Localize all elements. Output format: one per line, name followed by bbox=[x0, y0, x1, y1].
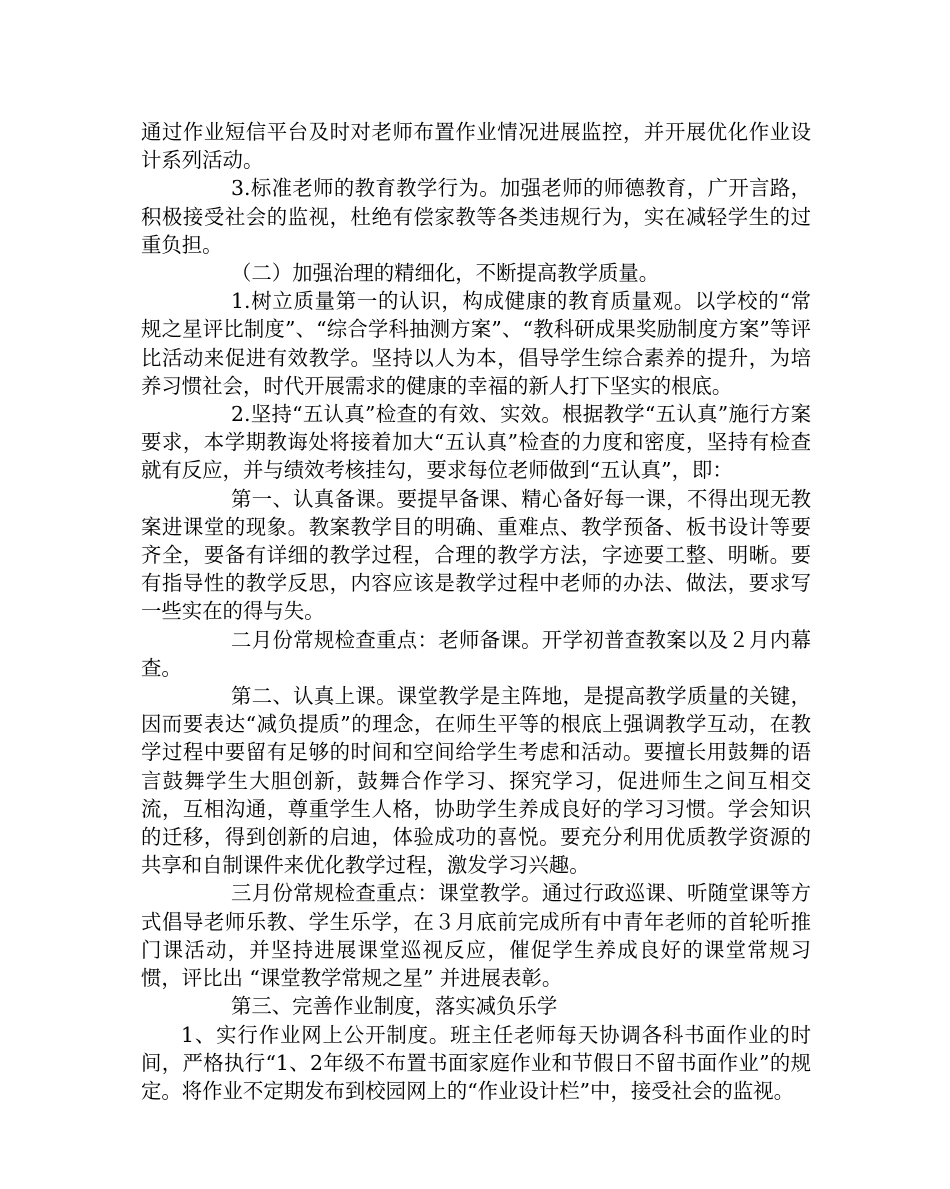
paragraph-10: 第三、完善作业制度，落实减负乐学 bbox=[231, 994, 558, 1019]
paragraph-7: 二月份常规检查重点：老师备课。开学初普查教案以及２月内幕查。 bbox=[141, 627, 811, 680]
document-page bbox=[141, 118, 811, 1105]
paragraph-5: 2.坚持“五认真”检查的有效、实效。根据教学“五认真”施行方案要求，本学期教诲处将接着加大“五认真”检查的力度和密度，坚持有检查就有反应，并与绩效考核挂勾，要求每位老师做到“五认真”，即： bbox=[141, 402, 811, 483]
paragraph-8: 第二、认真上课。课堂教学是主阵地，是提高教学质量的关键，因而要表达“减负提质”的理念，在师生平等的根底上强调教学互动，在教学过程中要留有足够的时间和空间给学生考虑和活动。要擅长用鼓舞的语言鼓舞学生大胆创新，鼓舞合作学习、探究学习，促进师生之间互相交流，互相沟通，尊重学生人格，协助学生养成良好的学习习惯。学会知识的迁移，得到创新的启迪，体验成功的喜悦。要充分利用优质教学资源的共享和自制课件来优化教学过程，激发学习兴趣。 bbox=[141, 684, 811, 878]
paragraph-4: 1.树立质量第一的认识，构成健康的教育质量观。以学校的“常规之星评比制度”、“综合学科抽测方案”、“教科研成果奖励制度方案”等评比活动来促进有效教学。坚持以人为本，倡导学生综合素养的提升，为培养习惯社会，时代开展需求的健康的幸福的新人打下坚实的根底。 bbox=[141, 289, 811, 398]
paragraph-3: （二）加强治理的精细化，不断提高教学质量。 bbox=[231, 261, 660, 286]
paragraph-2: 3.标准老师的教育教学行为。加强老师的师德教育，广开言路，积极接受社会的监视，杜绝有偿家教等各类违规行为，实在减轻学生的过重负担。 bbox=[141, 176, 811, 257]
paragraph-11: 1、实行作业网上公开制度。班主任老师每天协调各科书面作业的时间，严格执行“1、2年级不布置书面家庭作业和节假日不留书面作业”的规定。将作业不定期发布到校园网上的“作业设计栏”中，接受社会的监视。 bbox=[141, 1022, 811, 1103]
paragraph-1: 通过作业短信平台及时对老师布置作业情况进展监控，并开展优化作业设计系列活动。 bbox=[141, 120, 811, 173]
paragraph-9: 三月份常规检查重点：课堂教学。通过行政巡课、听随堂课等方式倡导老师乐教、学生乐学，在３月底前完成所有中青年老师的首轮听推门课活动，并坚持进展课堂巡视反应，催促学生养成良好的课堂常规习惯，评比出 “课堂教学常规之星” 并进展表彰。 bbox=[141, 881, 811, 991]
paragraph-6: 第一、认真备课。要提早备课、精心备好每一课，不得出现无教案进课堂的现象。教案教学目的明确、重难点、教学预备、板书设计等要齐全，要备有详细的教学过程，合理的教学方法，字迹要工整、明晰。要有指导性的教学反思，内容应该是教学过程中老师的办法、做法，要求写一些实在的得与失。 bbox=[141, 486, 811, 624]
